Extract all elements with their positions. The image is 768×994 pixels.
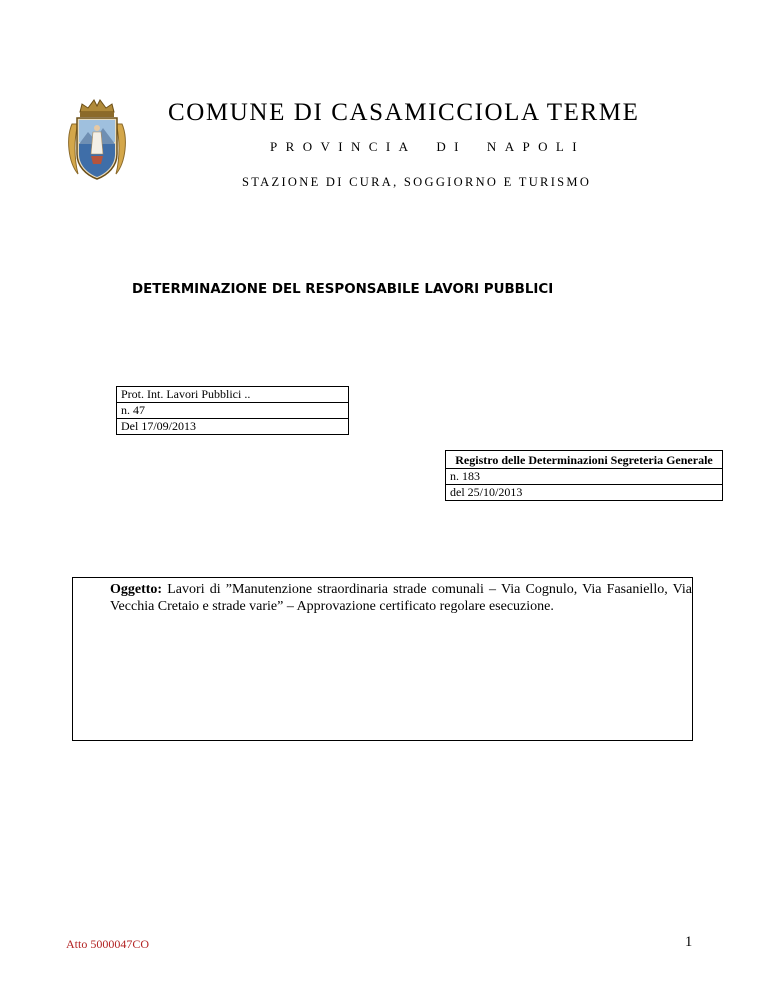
page-number: 1	[685, 934, 693, 950]
subject-text: Lavori di ”Manutenzione straordinaria strade comunali – Via Cognulo, Via Fasaniello, Via Vecchia Cretaio e strade varie” – Approvazione certificato regolare esecuzione.	[110, 582, 692, 614]
province-line	[270, 139, 585, 155]
station-subtitle: STAZIONE DI CURA, SOGGIORNO E TURISMO	[242, 175, 592, 189]
determination-heading: DETERMINAZIONE DEL RESPONSABILE LAVORI PUBBLICI	[132, 282, 554, 297]
protocol-office-line: Prot. Int. Lavori Pubblici ..	[117, 387, 348, 403]
subject-box	[72, 577, 693, 741]
municipal-crest-icon	[66, 98, 128, 182]
registry-number: n. 183	[446, 469, 722, 485]
protocol-date: Del 17/09/2013	[121, 419, 196, 433]
registry-box	[445, 450, 723, 501]
subject-paragraph	[110, 581, 692, 615]
province-di: DI	[436, 139, 467, 154]
protocol-box	[116, 386, 349, 435]
municipality-title: COMUNE DI CASAMICCIOLA TERME	[168, 99, 640, 126]
province-city: NAPOLI	[486, 139, 585, 154]
subject-label: Oggetto:	[110, 582, 163, 597]
registry-heading: Registro delle Determinazioni Segreteria Generale	[446, 451, 722, 469]
province-word: PROVINCIA	[270, 139, 417, 154]
atto-code: Atto 5000047CO	[66, 937, 150, 951]
registry-date: del 25/10/2013	[450, 485, 523, 499]
protocol-number: n. 47	[117, 403, 348, 419]
